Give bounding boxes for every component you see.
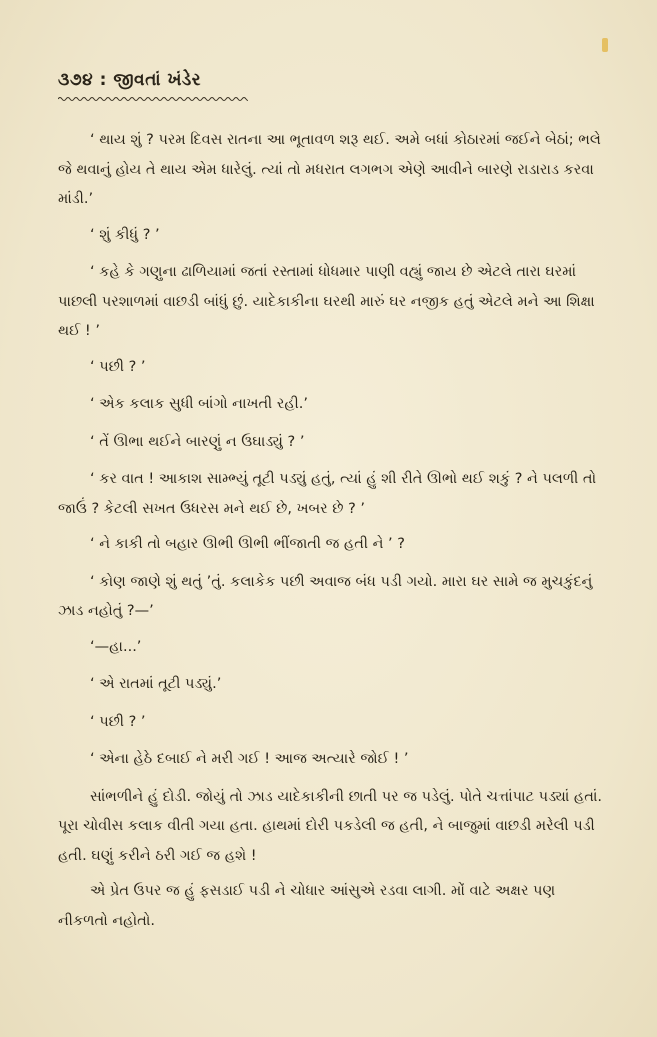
paragraph: ‘ પછી ? ’ [90, 358, 146, 375]
paragraph: ‘ થાય શું ? પરમ દિવસ રાતના આ ભૂતાવળ શરૂ થઈ. અમે બધાં કોઠારમાં જઈને બેઠાં; ભલે જે થવાનું હોય તે થાય એમ ધારેલું. ત્યાં તો મધરાત લગભગ એણે આવીને બારણે રાડારાડ કરવા માંડી.’ [58, 132, 601, 207]
paragraph: ‘—હા...’ [90, 638, 142, 655]
paragraph: ‘ તેં ઊભા થઈને બારણું ન ઉઘાડ્યું ? ’ [90, 433, 305, 450]
paragraph: ‘ કોણ જાણે શું થતું ’તું. કલાકેક પછી અવાજ બંધ પડી ગયો. મારા ઘર સામે જ મુચકુંદનું ઝાડ નહોતું ?—’ [58, 573, 593, 619]
page-number: ૩૭૪ [58, 70, 94, 90]
paragraph: ‘ કહે કે ગણુના ઢાળિયામાં જતાં રસ્તામાં ધોધમાર પાણી વહ્યું જાય છે એટલે તારા ઘરમાં પાછલી પરશાળમાં વાછડી બાંધું છું. યાદેકાકીના ઘરથી મારું ઘર નજીક હતું એટલે મને આ શિક્ષા થઈ ! ’ [58, 264, 595, 339]
paragraph: ‘ કર વાત ! આકાશ સામ્ભ્યું તૂટી પડ્યું હતું, ત્યાં હું શી રીતે ઊભો થઈ શકું ? ને પલળી તો જાઉં ? કેટલી સખત ઉધરસ મને થઈ છે, ખબર છે ? ’ [58, 471, 597, 517]
paragraph: સાંભળીને હું દોડી. જોયું તો ઝાડ યાદેકાકીની છાતી પર જ પડેલું. પોતે ચત્તાંપાટ પડ્યાં હતાં. પૂરા ચોવીસ કલાક વીતી ગયા હતા. હાથમાં દોરી પકડેલી જ હતી, ને બાજુમાં વાછડી મરેલી પડી હતી. ઘણું કરીને ઠરી ગઈ જ હશે ! [58, 788, 602, 864]
paragraph: એ પ્રેત ઉપર જ હું ફસડાઈ પડી ને ચોધાર આંસુએ રડવા લાગી. મોં વાટે અક્ષર પણ નીકળતો નહોતો. [58, 883, 556, 929]
running-header [58, 70, 201, 90]
paper-stain [602, 38, 608, 52]
paragraph: ‘ એક કલાક સુધી બાંગો નાખતી રહી.’ [90, 396, 308, 412]
header-separator: : [99, 70, 107, 90]
paragraph: ‘ શું કીધું ? ’ [90, 226, 160, 243]
wavy-rule [58, 96, 248, 102]
body-text [58, 126, 604, 942]
paragraph: ‘ એના હેઠે દબાઈ ને મરી ગઈ ! આજ અત્યારે જોઈ ! ’ [90, 751, 409, 767]
paragraph: ‘ ને કાકી તો બહાર ઊભી ઊભી ભીંજાતી જ હતી ને ’ ? [90, 536, 405, 552]
paragraph: ‘ પછી ? ’ [90, 713, 146, 730]
book-title: જીવતાં ખંડેર [113, 70, 202, 90]
paragraph: ‘ એ રાતમાં તૂટી પડ્યું.’ [90, 676, 222, 692]
